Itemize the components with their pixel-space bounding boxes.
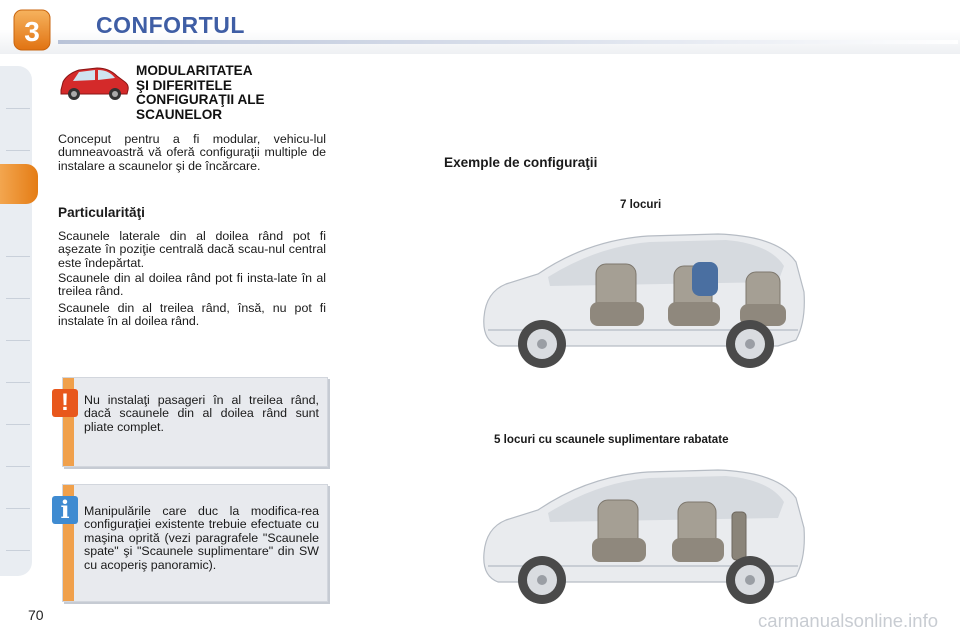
config-5-seats-caption: 5 locuri cu scaunele suplimentare rabatate: [494, 433, 729, 446]
chapter-tab[interactable]: [6, 342, 30, 383]
chapter-tab[interactable]: [6, 258, 30, 299]
particularity-paragraph-3: Scaunele din al treilea rând, însă, nu pot fi instalate în al doilea rând.: [58, 301, 326, 329]
chapter-tab-active[interactable]: [0, 164, 38, 204]
section-title-line: ŞI DIFERITELE: [136, 77, 232, 93]
header-rule: [58, 40, 958, 44]
page-title: CONFORTUL: [96, 12, 245, 38]
particularities-heading: Particularităţi: [58, 205, 145, 220]
section-title: [136, 64, 336, 122]
chapter-badge: [12, 8, 52, 52]
chapter-tab[interactable]: [6, 384, 30, 425]
car-7-seats-illustration: [478, 222, 808, 372]
watermark: carmanualsonline.info: [758, 610, 938, 631]
particularity-paragraph-2: Scaunele din al doilea rând pot fi insta-late în al treilea rând.: [58, 271, 326, 299]
warning-exclamation-icon: !: [52, 389, 78, 417]
section-title-line: MODULARITATEA: [136, 63, 253, 78]
intro-paragraph: Conceput pentru a fi modular, vehicu-lul dumneavoastră vă oferă configuraţii multiple de instalare a scaunelor şi de încărcare.: [58, 132, 326, 173]
car-5-seats-illustration: [478, 458, 808, 608]
red-car-icon: [55, 60, 131, 104]
page-number: 70: [28, 607, 44, 623]
config-7-seats-caption: 7 locuri: [620, 198, 662, 211]
chapter-tab[interactable]: [6, 426, 30, 467]
chapter-tab[interactable]: [6, 468, 30, 509]
chapter-tab[interactable]: [6, 110, 30, 151]
section-title-line: SCAUNELOR: [136, 106, 223, 122]
chapter-tab[interactable]: [6, 300, 30, 341]
chapter-tab-strip: [0, 66, 32, 576]
chapter-tab[interactable]: [6, 216, 30, 257]
chapter-tab[interactable]: [6, 510, 30, 551]
particularity-paragraph-1: Scaunele laterale din al doilea rând pot fi aşezate în poziţie centrală dacă scau-nul central este îndepărtat.: [58, 229, 326, 270]
info-note-box: [62, 484, 328, 602]
info-icon: i: [52, 496, 78, 524]
info-note-text: Manipulările care duc la modifica-rea configuraţiei existente trebuie efectuate cu maşina oprită (vezi paragrafele "Scaunele spate" şi "Scaunele suplimentare" din SW cu acoperiş panoramic).: [84, 504, 319, 572]
warning-note-box: [62, 377, 328, 467]
warning-note-text: Nu instalaţi pasageri în al treilea rând, dacă scaunele din al doilea rând sunt pliate complet.: [84, 393, 319, 434]
section-title-line: CONFIGURAŢII ALE: [136, 92, 265, 107]
chapter-number: 3: [24, 16, 40, 47]
chapter-tab[interactable]: [6, 68, 30, 109]
examples-heading: Exemple de configuraţii: [444, 155, 598, 170]
